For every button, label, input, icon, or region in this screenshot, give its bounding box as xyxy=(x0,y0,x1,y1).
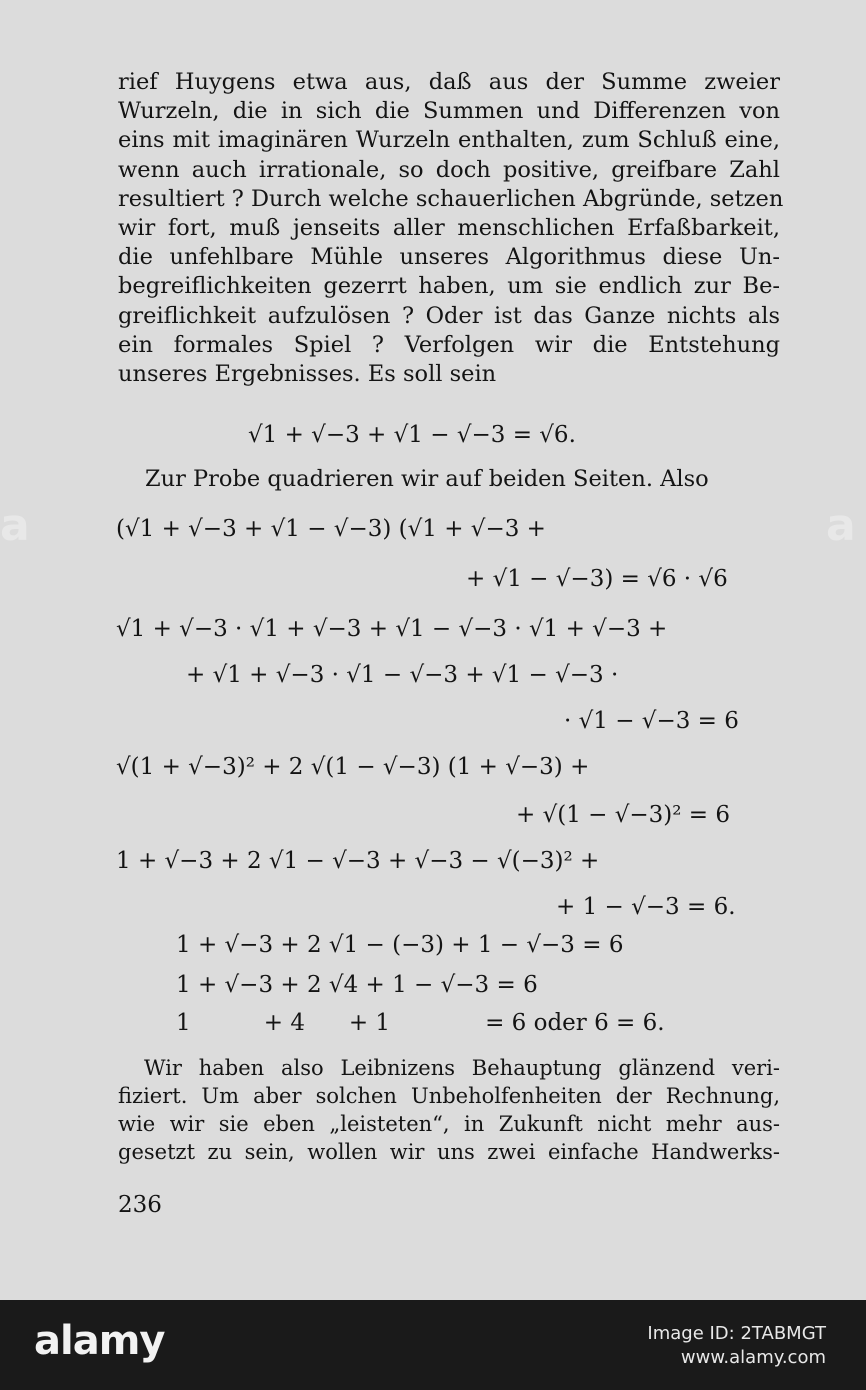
equation-line: √1 + √−3 · √1 + √−3 + √1 − √−3 · √1 + √−3 + xyxy=(116,616,668,642)
image-id: Image ID: 2TABMGT xyxy=(647,1323,826,1344)
text-line: wir fort, muß jenseits aller menschlichen Erfaßbarkeit, xyxy=(118,215,780,242)
main-equation: √1 + √−3 + √1 − √−3 = √6. xyxy=(248,422,576,448)
text-line: die unfehlbare Mühle unseres Algorithmus diese Un- xyxy=(118,244,780,271)
equation-line: + √(1 − √−3)² = 6 xyxy=(516,802,731,828)
probe-line: Zur Probe quadrieren wir auf beiden Seiten. Also xyxy=(145,466,709,492)
brand-logo: alamy xyxy=(34,1318,165,1364)
text-line: ein formales Spiel ? Verfolgen wir die Entstehung xyxy=(118,331,780,358)
text-line: unseres Ergebnisses. Es soll sein xyxy=(118,361,497,388)
paragraph-2 xyxy=(118,1054,780,1166)
equation-line: + √1 − √−3) = √6 · √6 xyxy=(466,566,728,592)
text-line: eins mit imaginären Wurzeln enthalten, zum Schluß eine, xyxy=(118,127,780,154)
equation-line: · √1 − √−3 = 6 xyxy=(564,708,739,734)
watermark-mark: a xyxy=(826,500,856,551)
text-line: wenn auch irrationale, so doch positive, greifbare Zahl xyxy=(118,156,780,183)
text-line: rief Huygens etwa aus, daß aus der Summe zweier xyxy=(118,69,780,95)
text-line: Wurzeln, die in sich die Summen und Differenzen von xyxy=(118,98,780,125)
paragraph-1 xyxy=(118,68,784,389)
equation-line: 1 + 4 + 1 = 6 oder 6 = 6. xyxy=(176,1010,665,1036)
text-line: wie wir sie eben „leisteten“, in Zukunft nicht mehr aus- xyxy=(118,1112,780,1136)
equation-line: 1 + √−3 + 2 √4 + 1 − √−3 = 6 xyxy=(176,972,538,998)
equation-line: (√1 + √−3 + √1 − √−3) (√1 + √−3 + xyxy=(116,516,546,542)
page-number: 236 xyxy=(118,1192,162,1218)
equation-line: 1 + √−3 + 2 √1 − √−3 + √−3 − √(−3)² + xyxy=(116,848,600,874)
text-line: resultiert ? Durch welche schauerlichen Abgründe, setzen xyxy=(118,185,784,212)
text-line: Wir haben also Leibnizens Behauptung glänzend veri- xyxy=(144,1056,780,1080)
text-line: gesetzt zu sein, wollen wir uns zwei einfache Handwerks- xyxy=(118,1140,780,1164)
text-line: begreiflichkeiten gezerrt haben, um sie endlich zur Be- xyxy=(118,273,780,300)
equation-line: + 1 − √−3 = 6. xyxy=(556,894,736,920)
equation-line: 1 + √−3 + 2 √1 − (−3) + 1 − √−3 = 6 xyxy=(176,932,624,958)
watermark-mark: a xyxy=(0,500,30,551)
equation-line: √(1 + √−3)² + 2 √(1 − √−3) (1 + √−3) + xyxy=(116,754,590,780)
text-line: greiflichkeit aufzulösen ? Oder ist das Ganze nichts als xyxy=(118,302,780,329)
text-line: fiziert. Um aber solchen Unbeholfenheiten der Rechnung, xyxy=(118,1084,780,1108)
site-url: www.alamy.com xyxy=(680,1347,826,1368)
image-id-block xyxy=(647,1322,826,1370)
equation-line: + √1 + √−3 · √1 − √−3 + √1 − √−3 · xyxy=(186,662,619,688)
